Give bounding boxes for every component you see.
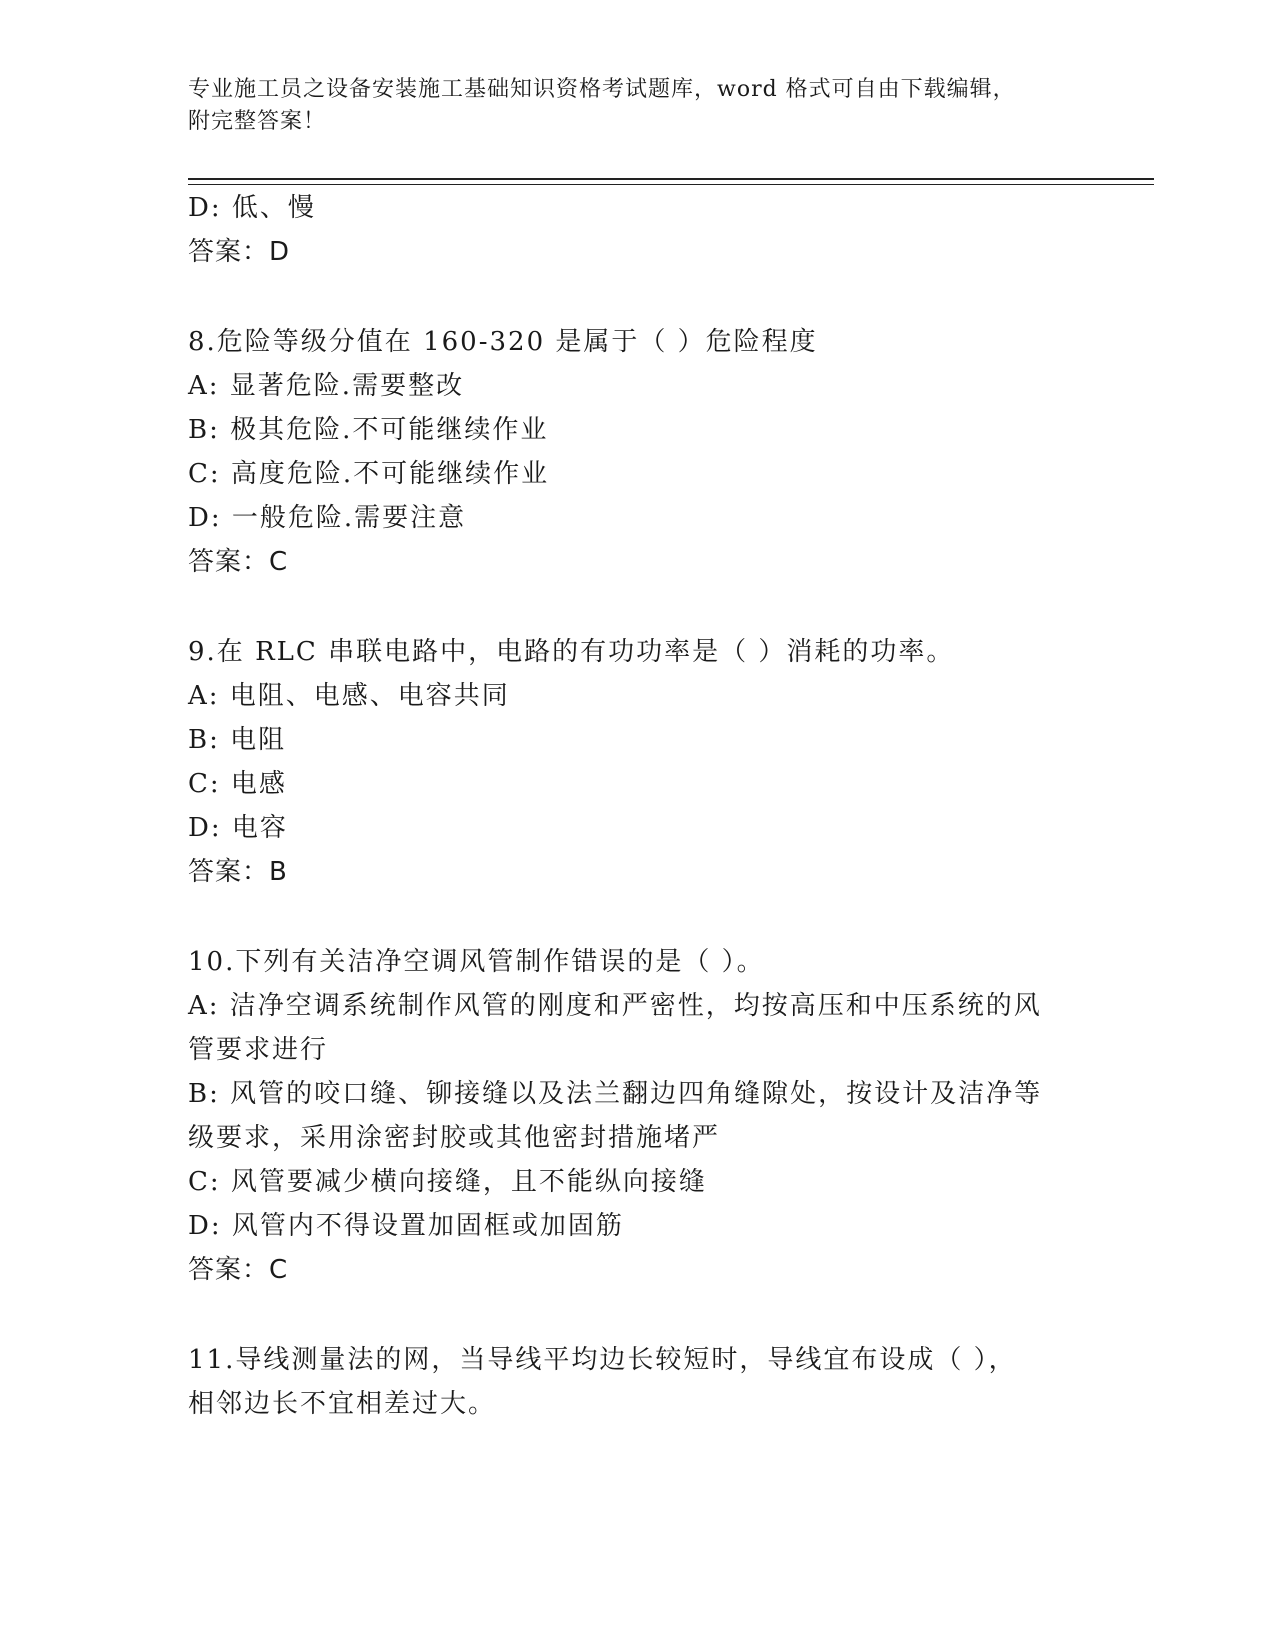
question-9-answer: 答案：B [188, 857, 288, 887]
question-10-answer: 答案：C [188, 1255, 289, 1285]
question-10-option-c: C: 风管要减少横向接缝，且不能纵向接缝 [188, 1167, 707, 1197]
question-10-option-d: D: 风管内不得设置加固框或加固筋 [188, 1211, 624, 1241]
question-10-option-a-line2: 管要求进行 [188, 1035, 329, 1065]
question-8-answer: 答案：C [188, 547, 289, 577]
header-divider-thick [188, 178, 1154, 180]
question-9-option-d: D: 电容 [188, 813, 288, 843]
question-8-option-a: A: 显著危险.需要整改 [188, 371, 465, 401]
prev-answer: 答案：D [188, 237, 291, 267]
question-8-option-c: C: 高度危险.不可能继续作业 [188, 459, 550, 489]
question-9-option-a: A: 电阻、电感、电容共同 [188, 681, 510, 711]
question-10-option-b-line1: B: 风管的咬口缝、铆接缝以及法兰翻边四角缝隙处，按设计及洁净等 [188, 1079, 1043, 1109]
question-8-option-b: B: 极其危险.不可能继续作业 [188, 415, 549, 445]
question-9-stem: 9.在 RLC 串联电路中，电路的有功功率是（ ）消耗的功率。 [188, 637, 955, 667]
question-8-option-d: D: 一般危险.需要注意 [188, 503, 467, 533]
prev-option-d: D: 低、慢 [188, 193, 316, 223]
document-header [188, 74, 1088, 138]
question-8-stem: 8.危险等级分值在 160-320 是属于（ ）危险程度 [188, 327, 818, 357]
question-10-option-b-line2: 级要求，采用涂密封胶或其他密封措施堵严 [188, 1123, 721, 1153]
question-9-option-b: B: 电阻 [188, 725, 287, 755]
question-11-stem-line1: 11.导线测量法的网，当导线平均边长较短时，导线宜布设成（ ）， [188, 1345, 1017, 1375]
question-9-option-c: C: 电感 [188, 769, 287, 799]
question-10-stem: 10.下列有关洁净空调风管制作错误的是（ ）。 [188, 947, 765, 977]
question-10-option-a-line1: A: 洁净空调系统制作风管的刚度和严密性，均按高压和中压系统的风 [188, 991, 1042, 1021]
header-line-1: 专业施工员之设备安装施工基础知识资格考试题库，word 格式可自由下载编辑， [188, 77, 1016, 102]
header-divider-thin [188, 184, 1154, 185]
header-line-2: 附完整答案！ [188, 109, 327, 134]
question-11-stem-line2: 相邻边长不宜相差过大。 [188, 1389, 497, 1419]
